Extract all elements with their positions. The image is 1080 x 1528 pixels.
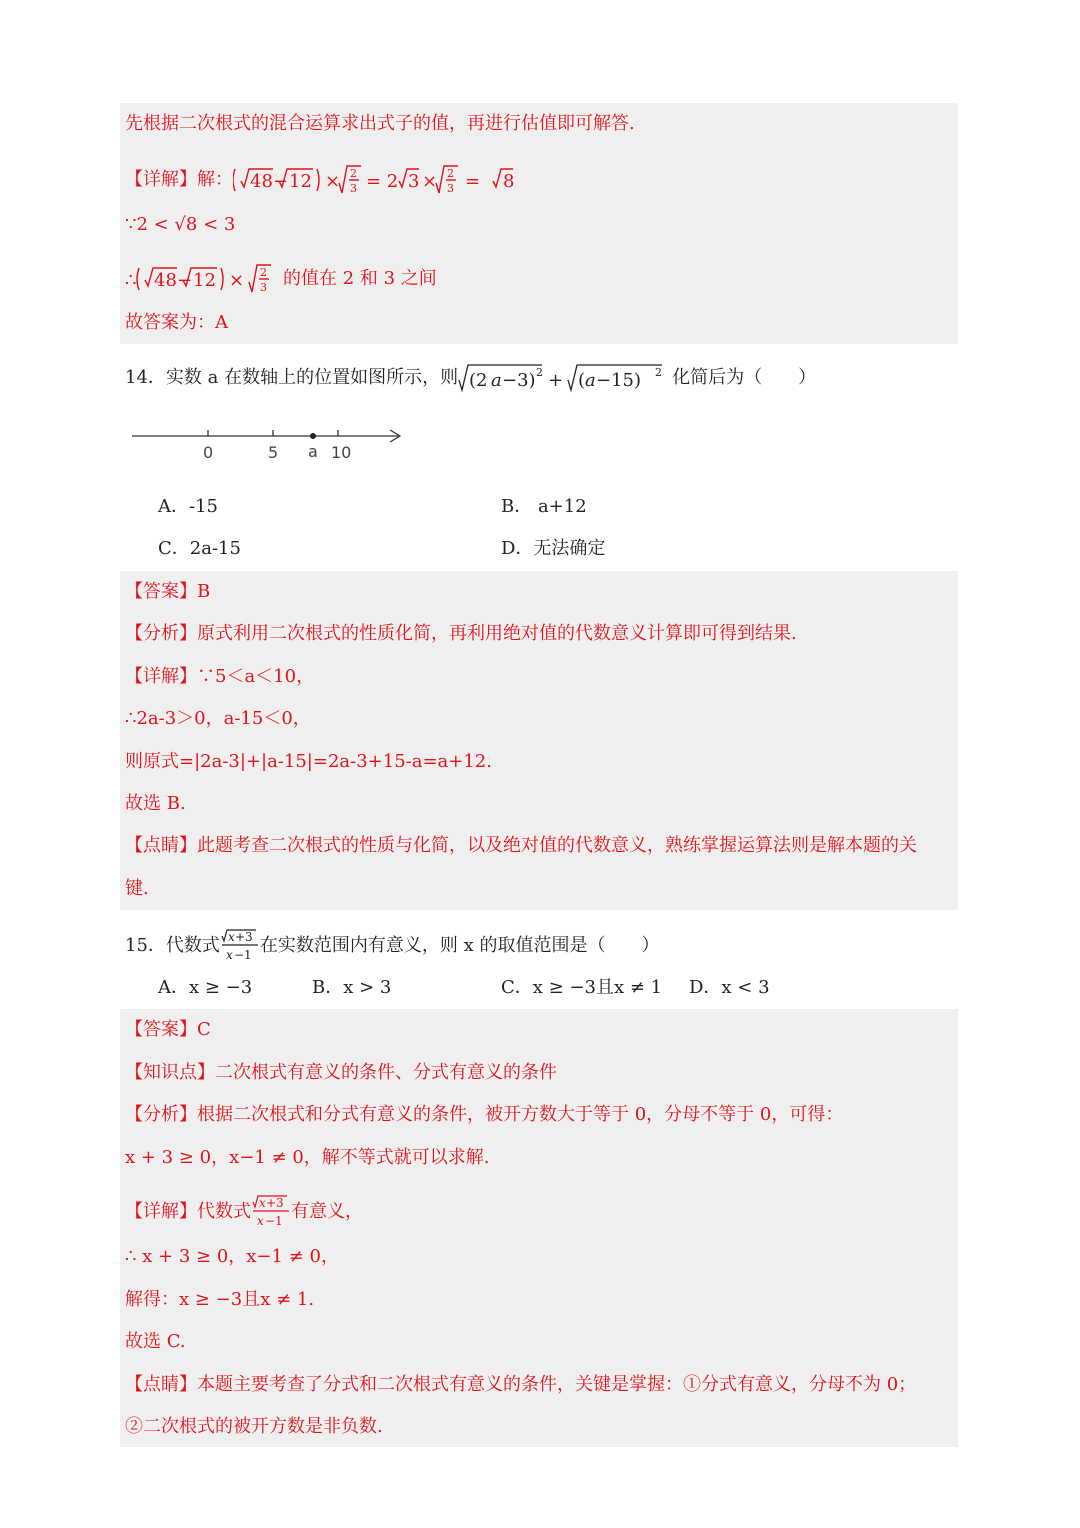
svg-text:2: 2 (655, 366, 663, 379)
q14-stem (125, 362, 816, 394)
q13-answer-line: 故答案为：A (125, 312, 228, 333)
q15-stem (125, 928, 660, 964)
svg-text:(2: (2 (469, 370, 488, 391)
svg-text:(: ( (578, 370, 586, 391)
svg-text:=: = (465, 171, 481, 192)
q15-detail-1 (125, 1194, 363, 1230)
svg-text:48: 48 (250, 171, 273, 192)
q15-stem-prefix: 15．代数式 (125, 935, 220, 956)
svg-text:48: 48 (154, 270, 177, 291)
svg-text:+3: +3 (234, 930, 253, 944)
svg-text:3: 3 (447, 182, 454, 195)
q15-option-d: D．x < 3 (689, 977, 770, 998)
q13-conclusion-line (125, 262, 437, 296)
q15-comment-2: ②二次根式的被开方数是非负数. (125, 1416, 383, 1437)
q14-comment-1: 【点睛】此题考查二次根式的性质与化简，以及绝对值的代数意义，熟练掌握运算法则是解本题的关 (125, 835, 917, 856)
q14-option-b: B． a+12 (501, 496, 587, 517)
svg-text:∴: ∴ (125, 270, 137, 291)
q15-answer: 【答案】C (125, 1019, 211, 1040)
q14-comment-2: 键. (125, 878, 149, 899)
q13-conclusion-suffix: 的值在 2 和 3 之间 (283, 268, 437, 289)
q14-tick-0: 0 (203, 443, 214, 462)
q14-detail-2: ∴2a-3＞0，a-15＜0， (125, 708, 311, 729)
svg-text:a: a (491, 370, 502, 391)
svg-text:3: 3 (350, 182, 357, 195)
svg-text:−: − (177, 270, 193, 291)
q13-detail-line (125, 163, 533, 197)
q14-number-line (128, 420, 408, 466)
svg-text:−1: −1 (265, 1214, 283, 1228)
q14-tick-5: 5 (268, 443, 279, 462)
svg-text:3: 3 (260, 281, 267, 294)
svg-text:a: a (585, 370, 596, 391)
svg-text:+: + (548, 370, 564, 391)
svg-text:−1: −1 (233, 948, 252, 962)
q15-detail-1-suffix: 有意义， (291, 1201, 363, 1222)
svg-text:+3: +3 (266, 1196, 284, 1210)
svg-text:x: x (259, 1196, 266, 1210)
svg-text:×: × (325, 171, 341, 192)
svg-text:×: × (229, 270, 245, 291)
q15-analysis-2: x + 3 ≥ 0，x−1 ≠ 0，解不等式就可以求解. (125, 1147, 490, 1168)
q13-detail-prefix: 【详解】解： (125, 169, 233, 190)
q15-knowledge: 【知识点】二次根式有意义的条件、分式有意义的条件 (125, 1062, 557, 1083)
q15-detail-4: 故选 C. (125, 1331, 186, 1352)
q14-analysis: 【分析】原式利用二次根式的性质化简，再利用绝对值的代数意义计算即可得到结果. (125, 623, 797, 644)
svg-text:−3): −3) (502, 370, 536, 391)
svg-text:2: 2 (447, 167, 454, 180)
q15-detail-2: ∴ x + 3 ≥ 0，x−1 ≠ 0， (125, 1246, 339, 1267)
q13-analysis-line: 先根据二次根式的混合运算求出式子的值，再进行估值即可解答. (125, 113, 635, 134)
svg-text:2: 2 (350, 167, 357, 180)
svg-text:−: − (273, 171, 289, 192)
svg-text:x: x (257, 1214, 264, 1228)
q15-stem-formula (220, 928, 260, 964)
q15-stem-suffix: 在实数范围内有意义，则 x 的取值范围是（ ） (259, 935, 660, 956)
svg-text:= 2: = 2 (366, 171, 399, 192)
q15-analysis-1: 【分析】根据二次根式和分式有意义的条件，被开方数大于等于 0，分母不等于 0，可得： (125, 1104, 844, 1125)
q15-detail-formula (251, 1194, 291, 1230)
q14-stem-formula (458, 362, 672, 394)
q13-compare-line: ∵2 < √8 < 3 (125, 214, 236, 235)
svg-text:x: x (225, 948, 233, 962)
q15-detail-3: 解得：x ≥ −3且x ≠ 1. (125, 1289, 315, 1310)
q14-detail-4: 故选 B. (125, 793, 186, 814)
svg-text:−15): −15) (596, 370, 642, 391)
q14-option-d: D．无法确定 (501, 538, 606, 559)
svg-text:x: x (227, 930, 235, 944)
svg-text:3: 3 (408, 171, 420, 192)
svg-text:8: 8 (503, 171, 515, 192)
q14-option-c: C．2a-15 (158, 538, 241, 559)
q15-detail-1-prefix: 【详解】代数式 (125, 1201, 251, 1222)
q15-option-b: B．x > 3 (312, 977, 392, 998)
svg-text:12: 12 (289, 171, 312, 192)
q14-answer: 【答案】B (125, 581, 211, 602)
q13-solution-block (120, 103, 958, 344)
svg-text:12: 12 (193, 270, 216, 291)
svg-text:2: 2 (536, 366, 544, 379)
q15-option-a: A．x ≥ −3 (158, 977, 253, 998)
q14-option-a: A．-15 (158, 496, 218, 517)
q14-detail-3: 则原式=|2a-3|+|a-15|=2a-3+15-a=a+12. (125, 751, 492, 772)
q14-tick-10: 10 (331, 443, 352, 462)
svg-text:×: × (422, 171, 438, 192)
q13-detail-formula (233, 163, 533, 197)
q14-stem-suffix: 化简后为（ ） (672, 367, 817, 388)
q14-point-a (310, 433, 316, 439)
q15-option-c: C．x ≥ −3且x ≠ 1 (501, 977, 663, 998)
q13-conclusion-formula (125, 262, 283, 296)
q14-detail-1: 【详解】∵5＜a＜10， (125, 666, 315, 687)
q15-comment-1: 【点睛】本题主要考查了分式和二次根式有意义的条件，关键是掌握：①分式有意义，分母不为 0； (125, 1374, 917, 1395)
svg-text:2: 2 (260, 266, 267, 279)
q14-tick-a: a (308, 442, 318, 461)
q14-stem-prefix: 14．实数 a 在数轴上的位置如图所示，则 (125, 367, 459, 388)
